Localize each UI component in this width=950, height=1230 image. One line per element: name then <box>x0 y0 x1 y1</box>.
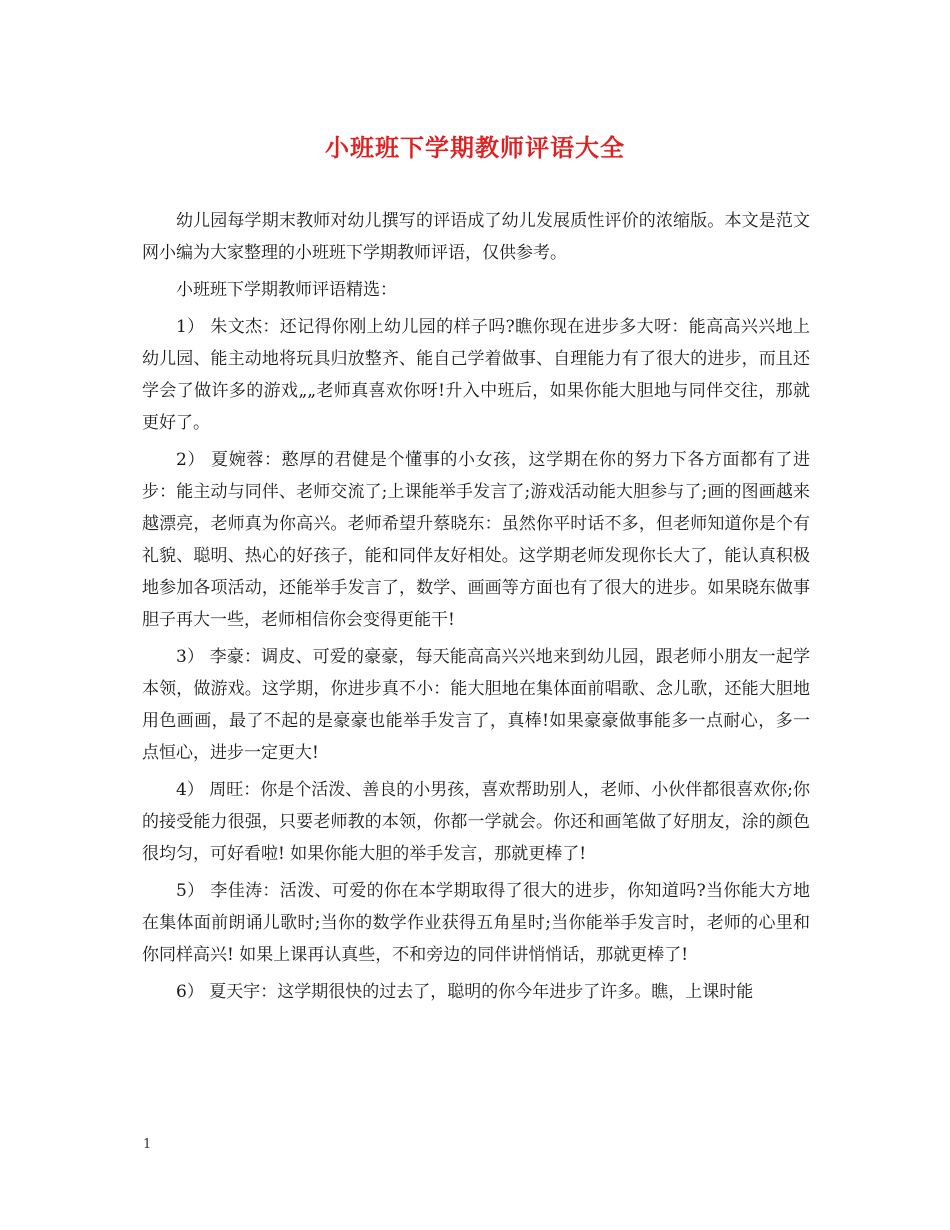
paragraph-comment-4: 4） 周旺：你是个活泼、善良的小男孩，喜欢帮助别人，老师、小伙伴都很喜欢你;你的接受能力很强，只要老师教的本领，你都一学就会。你还和画笔做了好朋友，涂的颜色很均匀，可好看啦! 如果你能大胆的举手发言，那就更棒了! <box>142 780 810 864</box>
paragraph-comment-6: 6） 夏天宇：这学期很快的过去了，聪明的你今年进步了许多。瞧，上课时能 <box>176 982 754 1002</box>
page-number: 1 <box>143 1137 152 1152</box>
paragraph-section-heading: 小班班下学期教师评语精选： <box>176 280 397 300</box>
document-title: 小班班下学期教师评语大全 <box>325 133 625 162</box>
paragraph-comment-2: 2） 夏婉蓉：憨厚的君健是个懂事的小女孩，这学期在你的努力下各方面都有了进步：能主动与同伴、老师交流了;上课能举手发言了;游戏活动能大胆参与了;画的图画越来越漂亮，老师真为你高兴。老师希望升蔡晓东：虽然你平时话不多，但老师知道你是个有礼貌、聪明、热心的好孩子，能和同伴友好相处。这学期老师发现你长大了，能认真积极地参加各项活动，还能举手发言了，数学、画画等方面也有了很大的进步。如果晓东做事胆子再大一些，老师相信你会变得更能干! <box>142 450 810 630</box>
paragraph-intro: 幼儿园每学期末教师对幼儿撰写的评语成了幼儿发展质性评价的浓缩版。本文是范文网小编为大家整理的小班班下学期教师评语，仅供参考。 <box>142 211 810 263</box>
paragraph-comment-5: 5） 李佳涛：活泼、可爱的你在本学期取得了很大的进步，你知道吗?当你能大方地在集体面前朗诵儿歌时;当你的数学作业获得五角星时;当你能举手发言时，老师的心里和你同样高兴! 如果上课再认真些，不和旁边的同伴讲悄悄话，那就更棒了! <box>142 881 810 965</box>
document-body <box>142 205 810 1013</box>
paragraph-comment-3: 3） 李豪：调皮、可爱的豪豪，每天能高高兴兴地来到幼儿园，跟老师小朋友一起学本领，做游戏。这学期，你进步真不小：能大胆地在集体面前唱歌、念儿歌，还能大胆地用色画画，最了不起的是豪豪也能举手发言了，真棒!如果豪豪做事能多一点耐心，多一点恒心，进步一定更大! <box>142 647 810 763</box>
paragraph-comment-1: 1） 朱文杰：还记得你刚上幼儿园的样子吗?瞧你现在进步多大呀：能高高兴兴地上幼儿园、能主动地将玩具归放整齐、能自己学着做事、自理能力有了很大的进步，而且还学会了做许多的游戏„„老师真喜欢你呀!升入中班后，如果你能大胆地与同伴交往，那就更好了。 <box>142 317 810 433</box>
